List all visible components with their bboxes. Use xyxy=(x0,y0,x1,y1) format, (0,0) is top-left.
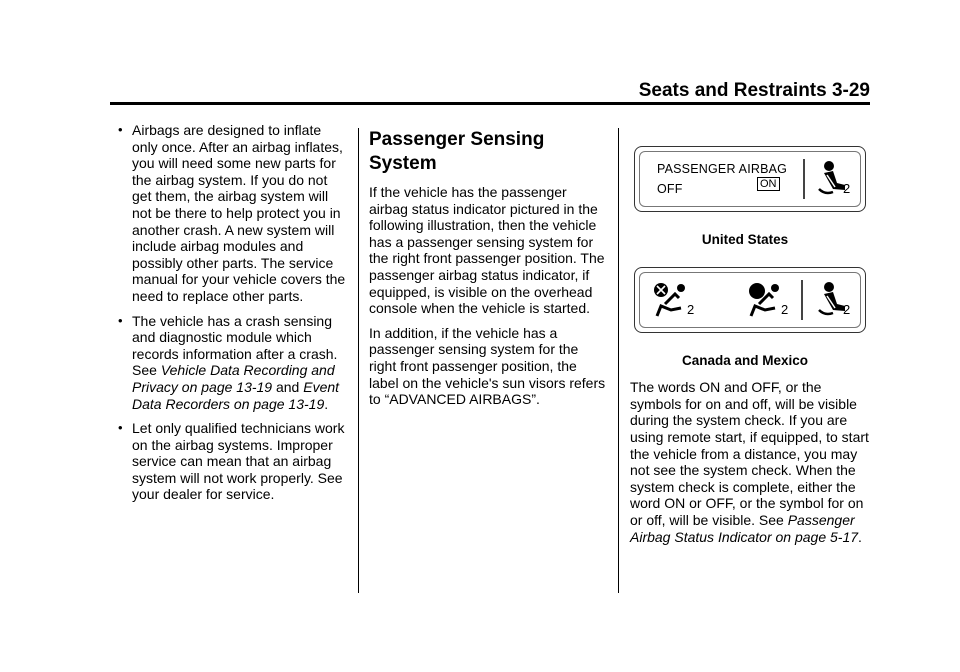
indicator-label-passenger-airbag: PASSENGER AIRBAG xyxy=(657,162,788,176)
paragraph-text: The words ON and OFF, or the symbols for on and off, will be visible during the system check. If you are using remote start, if equipped, to start the vehicle from a distance, you may not see the system check. When the system check is complete, either the word ON or OFF, or the symbol for on or off, will be visible. See xyxy=(630,379,869,528)
bullet-icon: • xyxy=(118,122,123,137)
bullet-text: Airbags are designed to inflate only once. After an airbag inflates, you will need some new parts for the airbag system. If you do not get them, the airbag system will not be there to help protect you in another crash. A new system will include airbag modules and possibly other parts. The service manual for your vehicle covers the need to replace other parts. xyxy=(132,122,346,304)
figure-caption: Canada and Mexico xyxy=(681,352,809,368)
panel-divider xyxy=(801,280,803,320)
column-divider xyxy=(358,128,359,593)
paragraph xyxy=(630,379,870,545)
bullet-text: Let only qualified technicians work on the airbag systems. Improper service can mean that an airbag system will not work properly. See your dealer for service. xyxy=(132,420,345,503)
cross-reference-link[interactable]: Event Data Recorders on page 13-19 xyxy=(132,378,340,412)
airbag-indicator-canada-mexico-figure xyxy=(634,267,866,333)
seat-number: 2 xyxy=(843,181,851,196)
column-left xyxy=(110,122,350,511)
paragraph-text: . xyxy=(858,528,862,545)
page-header xyxy=(110,80,870,102)
panel-divider xyxy=(803,159,805,199)
bullet-icon: • xyxy=(118,312,123,328)
figure-caption: United States xyxy=(701,232,789,247)
paragraph: If the vehicle has the passenger airbag status indicator pictured in the following illustration, then the vehicle has a passenger sensing system for the right front passenger position. The passenger airbag status indicator, if equipped, is visible on the overhead console when the vehicle is started. xyxy=(369,184,605,317)
seat-number: 2 xyxy=(781,301,789,317)
bullet-text: The vehicle has a crash sensing and diagnostic module which records information after a crash. See xyxy=(132,312,338,379)
column-right xyxy=(630,122,870,553)
column-middle xyxy=(369,122,607,416)
bullet-item xyxy=(110,313,350,413)
section-title: Passenger Sensing System xyxy=(369,129,545,174)
bullet-item xyxy=(110,122,350,305)
seat-number: 2 xyxy=(687,301,695,317)
indicator-label-on: ON xyxy=(757,177,780,191)
page-header-title: Seats and Restraints 3-29 xyxy=(638,80,870,101)
bullet-list xyxy=(110,122,350,503)
bullet-text: and xyxy=(272,378,304,395)
paragraph: In addition, if the vehicle has a passenger sensing system for the right front passenger position, the label on the vehicle's sun visors refers to “ADVANCED AIRBAGS”. xyxy=(369,324,606,408)
column-divider xyxy=(618,128,619,593)
cross-reference-link[interactable]: Passenger Airbag Status Indicator on page 5-17 xyxy=(630,511,859,545)
bullet-item xyxy=(110,420,350,503)
cross-reference-link[interactable]: Vehicle Data Recording and Privacy on page 13-19 xyxy=(132,362,335,395)
header-rule xyxy=(110,102,870,105)
airbag-indicator-us-figure xyxy=(634,146,866,212)
bullet-text: . xyxy=(324,395,329,412)
indicator-label-off: OFF xyxy=(657,182,683,196)
bullet-icon: • xyxy=(118,420,123,436)
seat-number: 2 xyxy=(843,301,851,317)
